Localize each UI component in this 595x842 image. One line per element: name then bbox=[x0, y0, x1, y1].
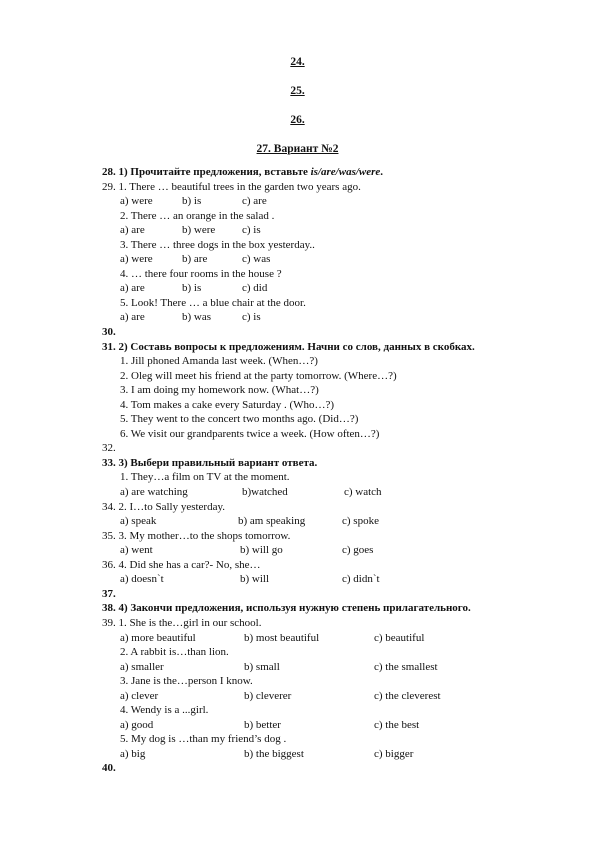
answer-option: a) are watching bbox=[120, 486, 188, 499]
text-line bbox=[102, 470, 542, 485]
text-line bbox=[102, 296, 542, 311]
answer-option: b) most beautiful bbox=[244, 631, 320, 644]
text-line bbox=[102, 325, 542, 340]
text-line bbox=[102, 500, 542, 515]
text-line bbox=[102, 441, 542, 456]
heading-24: 24. bbox=[290, 56, 305, 68]
line-number: 34. bbox=[102, 500, 119, 513]
line-text: 1) Прочитайте предложения, вставьте bbox=[118, 166, 311, 178]
answer-option: c) bigger bbox=[374, 747, 414, 760]
text-line bbox=[102, 267, 542, 282]
text-line bbox=[102, 601, 542, 616]
text-line bbox=[102, 194, 542, 209]
answer-option: c) didn`t bbox=[342, 573, 380, 586]
text-line bbox=[102, 281, 542, 296]
line-text: 1. There … beautiful trees in the garden two years ago. bbox=[118, 180, 361, 193]
answer-option: b) will bbox=[240, 573, 270, 586]
line-text: 5. Look! There … a blue chair at the door. bbox=[120, 296, 306, 309]
answer-option: a) speak bbox=[120, 515, 157, 528]
text-line bbox=[102, 587, 542, 602]
text-line bbox=[102, 383, 542, 398]
line-text: 4. Tom makes a cake every Saturday . (Who…?) bbox=[120, 398, 335, 411]
answer-option: c) goes bbox=[342, 544, 374, 557]
line-text: 3. My mother…to the shops tomorrow. bbox=[118, 529, 291, 542]
text-line bbox=[102, 209, 542, 224]
text-line bbox=[102, 616, 542, 631]
answer-option: b)watched bbox=[242, 486, 288, 499]
answer-option: a) went bbox=[120, 544, 153, 557]
text-line bbox=[102, 369, 542, 384]
line-text: 5. They went to the concert two months ago. (Did…?) bbox=[120, 413, 359, 426]
line-text: 2. There … an orange in the salad . bbox=[120, 209, 275, 222]
line-text: 1. They…a film on TV at the moment. bbox=[120, 471, 290, 484]
line-text: 4. Did she has a car?- No, she… bbox=[118, 558, 261, 571]
line-text: 4. … there four rooms in the house ? bbox=[120, 267, 282, 280]
text-line bbox=[102, 718, 542, 733]
line-number: 32. bbox=[102, 442, 116, 455]
line-text: 1. She is the…girl in our school. bbox=[118, 616, 262, 629]
answer-option: b) better bbox=[244, 718, 281, 731]
line-number: 37. bbox=[102, 587, 116, 600]
text-line bbox=[102, 732, 542, 747]
text-line bbox=[102, 572, 542, 587]
text-line bbox=[102, 340, 542, 355]
text-line bbox=[102, 703, 542, 718]
line-number: 29. bbox=[102, 180, 119, 193]
line-number: 28. bbox=[102, 166, 119, 178]
line-number: 30. bbox=[102, 326, 116, 339]
line-text: 2. A rabbit is…than lion. bbox=[120, 646, 229, 659]
text-line bbox=[102, 689, 542, 704]
answer-option: c) is bbox=[242, 224, 261, 237]
line-tail: . bbox=[380, 166, 384, 178]
answer-option: c) the smallest bbox=[374, 660, 438, 673]
text-line bbox=[102, 674, 542, 689]
text-line bbox=[102, 456, 542, 471]
line-text: 3) Выбери правильный вариант ответа. bbox=[118, 456, 318, 469]
line-text: 6. We visit our grandparents twice a week. (How often…?) bbox=[120, 427, 380, 440]
answer-option: a) big bbox=[120, 747, 146, 760]
text-line bbox=[102, 747, 542, 762]
line-text: 3. Jane is the…person I know. bbox=[120, 675, 253, 688]
answer-option: c) was bbox=[242, 253, 271, 266]
text-line bbox=[102, 529, 542, 544]
text-line bbox=[102, 354, 542, 369]
text-line bbox=[102, 761, 542, 776]
line-text: 2) Составь вопросы к предложениям. Начни со слов, данных в скобках. bbox=[118, 340, 475, 353]
text-line bbox=[102, 558, 542, 573]
text-line bbox=[102, 310, 542, 325]
answer-option: a) were bbox=[120, 253, 153, 266]
line-number: 39. bbox=[102, 616, 119, 629]
text-line bbox=[102, 514, 542, 529]
text-line bbox=[102, 645, 542, 660]
line-text: 5. My dog is …than my friend’s dog . bbox=[120, 733, 287, 746]
answer-option: c) the cleverest bbox=[374, 689, 441, 702]
heading-25: 25. bbox=[290, 85, 305, 97]
text-line bbox=[102, 398, 542, 413]
answer-option: b) cleverer bbox=[244, 689, 292, 702]
text-line bbox=[102, 427, 542, 442]
text-line bbox=[102, 252, 542, 267]
answer-option: b) was bbox=[182, 311, 212, 324]
line-text: 3. I am doing my homework now. (What…?) bbox=[120, 384, 319, 397]
answer-option: c) is bbox=[242, 311, 261, 324]
line-text: 3. There … three dogs in the box yesterday.. bbox=[120, 238, 315, 251]
answer-option: b) am speaking bbox=[238, 515, 306, 528]
text-line bbox=[102, 412, 542, 427]
answer-option: b) were bbox=[182, 224, 216, 237]
text-line bbox=[102, 238, 542, 253]
answer-option: b) the biggest bbox=[244, 747, 304, 760]
answer-option: b) will go bbox=[240, 544, 283, 557]
line-number: 33. bbox=[102, 456, 119, 469]
line-text: 2. I…to Sally yesterday. bbox=[118, 500, 226, 513]
answer-option: a) are bbox=[120, 282, 145, 295]
line-text: 2. Oleg will meet his friend at the party tomorrow. (Where…?) bbox=[120, 369, 397, 382]
answer-option: b) are bbox=[182, 253, 208, 266]
answer-option: a) are bbox=[120, 311, 145, 324]
text-line bbox=[102, 543, 542, 558]
answer-option: b) small bbox=[244, 660, 280, 673]
line-number: 35. bbox=[102, 529, 119, 542]
text-line bbox=[102, 660, 542, 675]
line-number: 36. bbox=[102, 558, 119, 571]
answer-option: c) did bbox=[242, 282, 268, 295]
answer-option: a) more beautiful bbox=[120, 631, 196, 644]
exercise-body bbox=[102, 165, 542, 776]
heading-variant: 27. Вариант №2 bbox=[256, 143, 339, 155]
line-text: 4) Закончи предложения, используя нужную степень прилагательного. bbox=[118, 602, 471, 615]
heading-26: 26. bbox=[290, 114, 305, 126]
line-text: 4. Wendy is a ...girl. bbox=[120, 704, 209, 717]
answer-option: b) is bbox=[182, 282, 202, 295]
line-number: 40. bbox=[102, 762, 116, 775]
text-line bbox=[102, 165, 542, 180]
answer-option: c) are bbox=[242, 195, 267, 208]
answer-option: c) the best bbox=[374, 718, 420, 731]
text-line bbox=[102, 223, 542, 238]
answer-option: a) doesn`t bbox=[120, 573, 164, 586]
line-text: 1. Jill phoned Amanda last week. (When…?) bbox=[120, 355, 318, 368]
text-line bbox=[102, 631, 542, 646]
answer-option: c) spoke bbox=[342, 515, 379, 528]
answer-option: a) good bbox=[120, 718, 154, 731]
line-number: 38. bbox=[102, 602, 119, 615]
emphasis-text: is/are/was/were bbox=[310, 166, 381, 178]
answer-option: b) is bbox=[182, 195, 202, 208]
answer-option: c) beautiful bbox=[374, 631, 425, 644]
answer-option: c) watch bbox=[344, 486, 382, 499]
answer-option: a) were bbox=[120, 195, 153, 208]
text-line bbox=[102, 180, 542, 195]
answer-option: a) clever bbox=[120, 689, 159, 702]
line-number: 31. bbox=[102, 340, 119, 353]
answer-option: a) smaller bbox=[120, 660, 164, 673]
text-line bbox=[102, 485, 542, 500]
answer-option: a) are bbox=[120, 224, 145, 237]
